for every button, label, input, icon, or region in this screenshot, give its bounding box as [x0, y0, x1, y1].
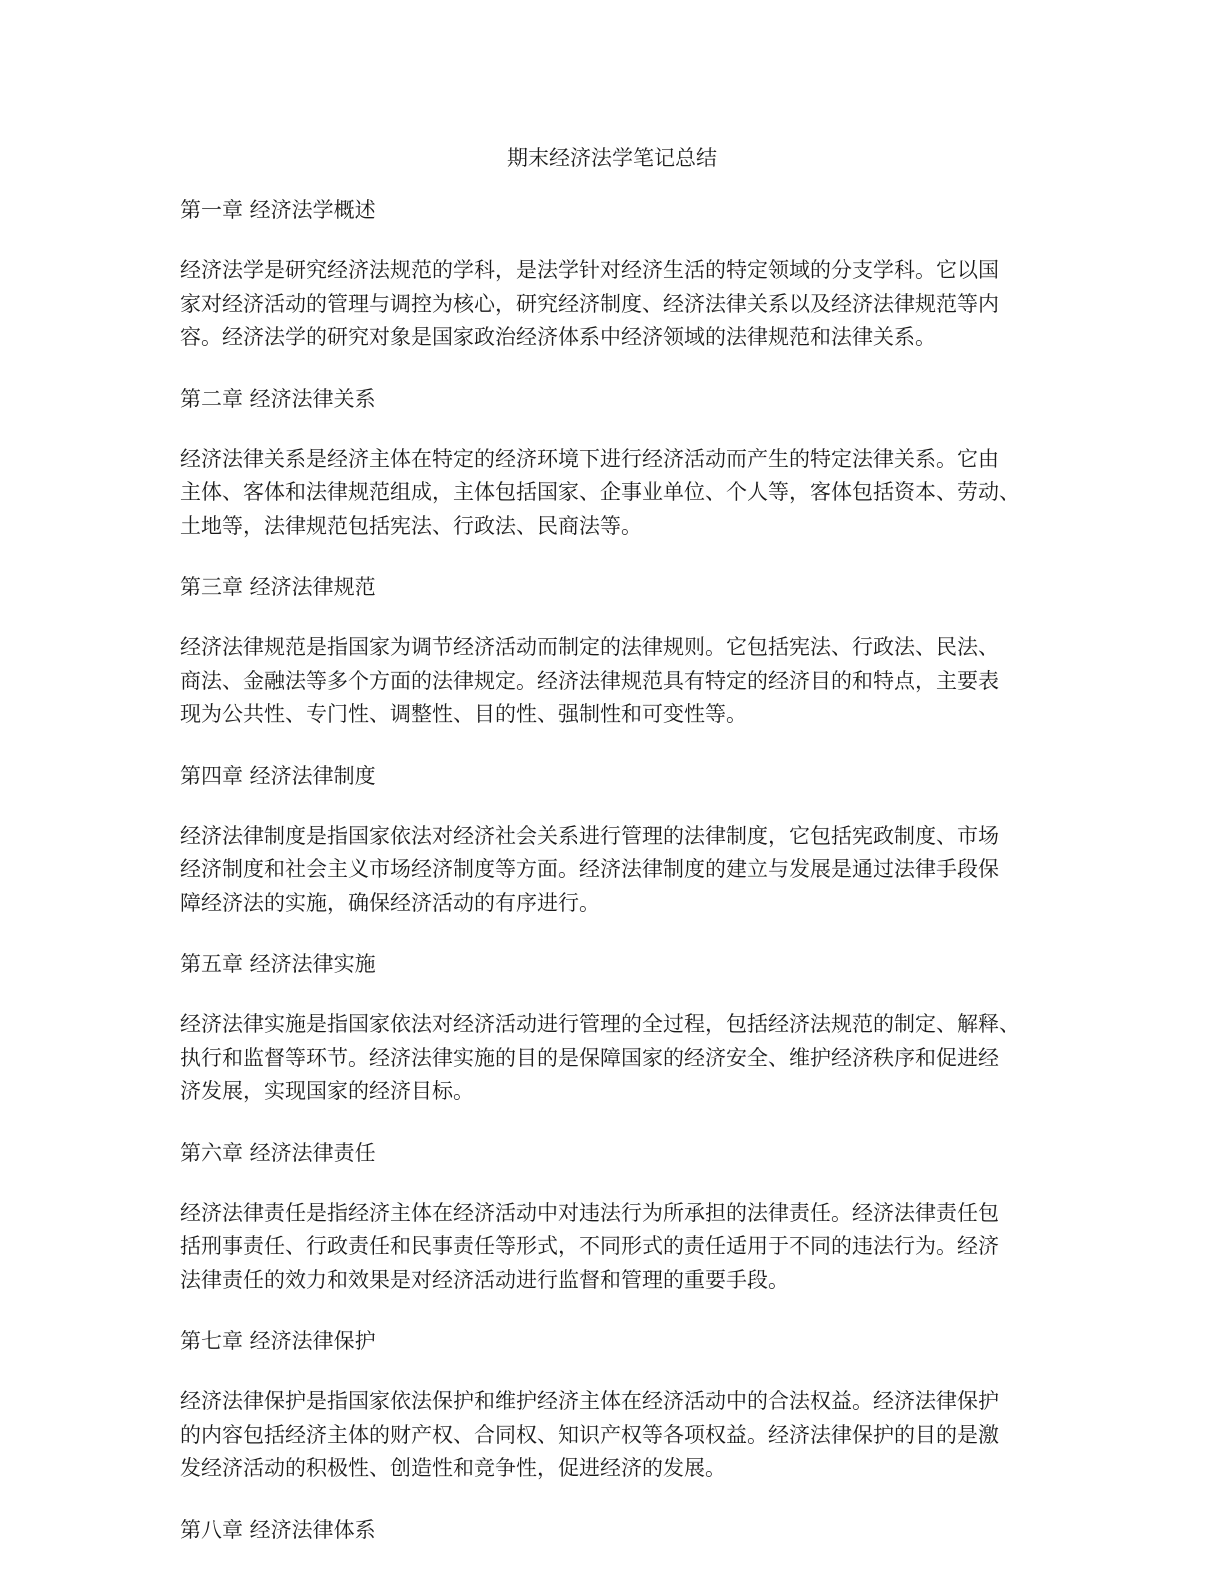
chapter-heading: 第四章 经济法律制度: [180, 763, 376, 788]
paragraph-line: 经济制度和社会主义市场经济制度等方面。经济法律制度的建立与发展是通过法律手段保: [180, 857, 999, 881]
section-chapter-6: [180, 1139, 1060, 1298]
paragraph-line: 法律责任的效力和效果是对经济活动进行监督和管理的重要手段。: [180, 1267, 789, 1292]
paragraph-line: 土地等，法律规范包括宪法、行政法、民商法等。: [180, 513, 642, 538]
section-chapter-2: [180, 385, 1060, 544]
paragraph-line: 括刑事责任、行政责任和民事责任等形式，不同形式的责任适用于不同的违法行为。经济: [180, 1234, 999, 1258]
chapter-heading: 第八章 经济法律体系: [180, 1517, 376, 1542]
paragraph-line: 经济法学是研究经济法规范的学科，是法学针对经济生活的特定领域的分支学科。它以国: [180, 258, 999, 282]
paragraph-line: 经济法律责任是指经济主体在经济活动中对违法行为所承担的法律责任。经济法律责任包: [180, 1200, 999, 1225]
section-chapter-5: [180, 950, 1060, 1109]
chapter-heading: 第三章 经济法律规范: [180, 575, 376, 599]
section-chapter-8: [180, 1516, 1060, 1544]
paragraph-line: 济发展，实现国家的经济目标。: [180, 1079, 474, 1103]
paragraph-line: 商法、金融法等多个方面的法律规定。经济法律规范具有特定的经济目的和特点，主要表: [180, 668, 999, 693]
paragraph-line: 经济法律实施是指国家依法对经济活动进行管理的全过程，包括经济法规范的制定、解释、: [180, 1012, 1020, 1036]
chapter-paragraph: [180, 254, 1060, 355]
chapter-paragraph: [180, 443, 1060, 544]
chapter-heading: 第六章 经济法律责任: [180, 1140, 376, 1165]
section-chapter-7: [180, 1327, 1060, 1486]
paragraph-line: 现为公共性、专门性、调整性、目的性、强制性和可变性等。: [180, 702, 747, 726]
paragraph-line: 经济法律规范是指国家为调节经济活动而制定的法律规则。它包括宪法、行政法、民法、: [180, 635, 999, 659]
document-title: 期末经济法学笔记总结: [507, 146, 717, 170]
paragraph-line: 主体、客体和法律规范组成，主体包括国家、企事业单位、个人等，客体包括资本、劳动、: [180, 480, 1020, 504]
document-body: [180, 196, 1060, 1574]
chapter-paragraph: [180, 1008, 1060, 1109]
paragraph-line: 容。经济法学的研究对象是国家政治经济体系中经济领域的法律规范和法律关系。: [180, 325, 936, 349]
paragraph-line: 经济法律关系是经济主体在特定的经济环境下进行经济活动而产生的特定法律关系。它由: [180, 446, 999, 471]
section-chapter-1: [180, 196, 1060, 355]
paragraph-line: 发经济活动的积极性、创造性和竞争性，促进经济的发展。: [180, 1456, 726, 1480]
chapter-paragraph: [180, 820, 1060, 921]
paragraph-line: 执行和监督等环节。经济法律实施的目的是保障国家的经济安全、维护经济秩序和促进经: [180, 1045, 999, 1070]
paragraph-line: 经济法律保护是指国家依法保护和维护经济主体在经济活动中的合法权益。经济法律保护: [180, 1389, 999, 1413]
chapter-paragraph: [180, 1197, 1060, 1298]
chapter-heading: 第七章 经济法律保护: [180, 1329, 376, 1353]
chapter-paragraph: [180, 1385, 1060, 1486]
chapter-paragraph: [180, 631, 1060, 732]
section-chapter-3: [180, 573, 1060, 732]
section-chapter-4: [180, 762, 1060, 921]
paragraph-line: 家对经济活动的管理与调控为核心，研究经济制度、经济法律关系以及经济法律规范等内: [180, 291, 999, 316]
paragraph-line: 障经济法的实施，确保经济活动的有序进行。: [180, 890, 600, 915]
chapter-heading: 第二章 经济法律关系: [180, 386, 376, 411]
chapter-heading: 第五章 经济法律实施: [180, 952, 376, 976]
paragraph-line: 的内容包括经济主体的财产权、合同权、知识产权等各项权益。经济法律保护的目的是激: [180, 1422, 999, 1447]
chapter-heading: 第一章 经济法学概述: [180, 198, 376, 222]
paragraph-line: 经济法律制度是指国家依法对经济社会关系进行管理的法律制度，它包括宪政制度、市场: [180, 823, 999, 848]
